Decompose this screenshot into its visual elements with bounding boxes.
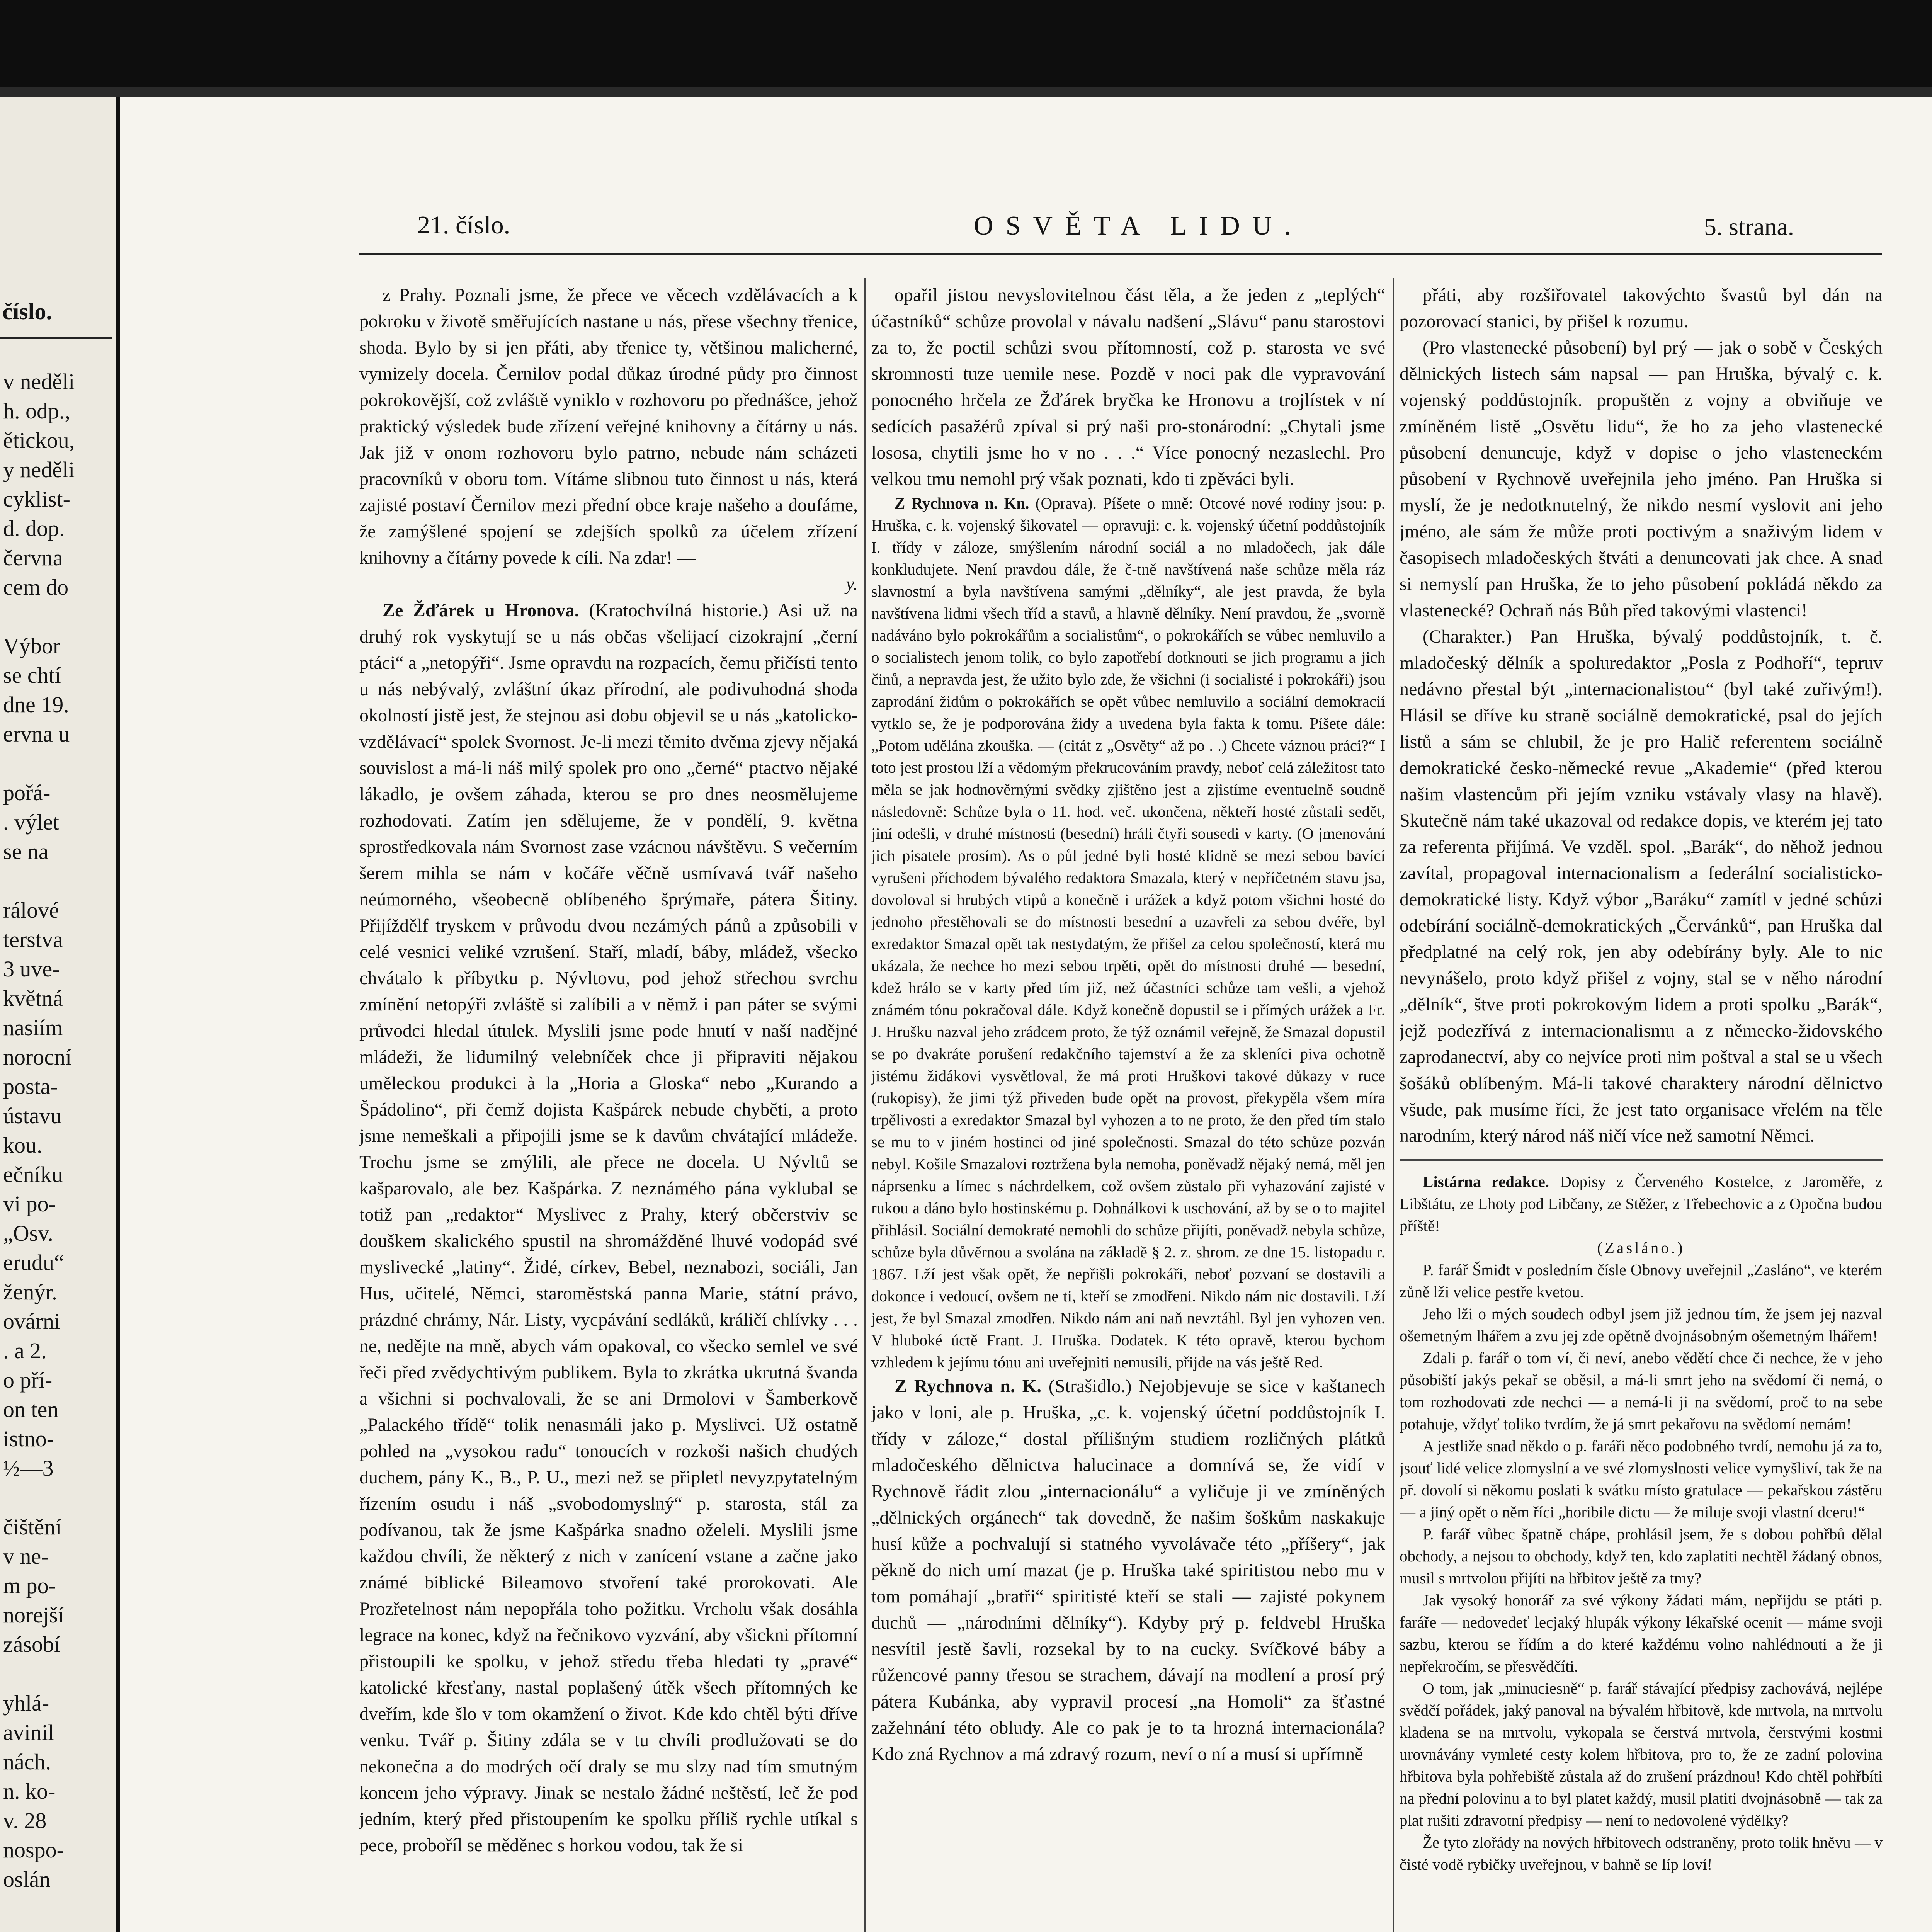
previous-page-line: čištění <box>3 1514 62 1539</box>
article-paragraph <box>1400 1589 1883 1677</box>
previous-page-line: erudu“ <box>3 1250 64 1275</box>
previous-page-line: v neděli <box>3 369 75 394</box>
previous-page-text-fragment <box>3 367 111 1932</box>
previous-page-line: června <box>3 545 63 570</box>
previous-page-line: zásobí <box>3 1632 61 1657</box>
article-paragraph: z Prahy. Poznali jsme, že přece ve věcech vzdělávacích a k pokroku v životě směřujících nastane u nás, přese všechny třenice, shoda. Bylo by si jen přáti, aby třenice ty, většinou malicherné, vymizely docela. Černilov podal důkaz úrodné půdy pro činnost pokrokovější, což zvláště vyniklo v rozhovoru po přednášce, jehož praktický výsledek bude zřízení veřejné knihovny a čítárny u nás. Jak již v onom rozhovoru bylo patrno, nebude nám scházeti pracovníků v oboru tom. Vítáme slibnou tuto činnost u nás, která zajisté postaví Černilov mezi přední obce kraje našeho a doufáme, že zamýšlené spojení se zdejších spolků za účelem zřízení knihovny a čítárny povede k cíli. Na zdar! — <box>359 285 858 568</box>
previous-page-line: . výlet <box>3 810 59 835</box>
previous-page-line: m po- <box>3 1573 56 1598</box>
article-column-2 <box>871 282 1385 1932</box>
previous-page-line: istno- <box>3 1426 54 1451</box>
previous-page-line <box>3 1483 111 1512</box>
article-with-heading <box>1400 1171 1883 1237</box>
previous-page-line <box>3 1923 111 1932</box>
previous-page-line: nách. <box>3 1749 51 1774</box>
previous-page-line: pořá- <box>3 780 51 805</box>
article-paragraph <box>1400 1303 1883 1347</box>
article-paragraph <box>1400 1259 1883 1303</box>
header-rule <box>359 253 1882 255</box>
article-body: Jeho lži o mých soudech odbyl jsem již jednou tím, že jsem jej nazval ošemetným lhářem a zvu jej zde opětně dvojnásobným ošemetným lhářem! <box>1400 1305 1883 1345</box>
article-heading: Z Rychnova n. Kn. <box>895 494 1029 512</box>
previous-page-line: d. dop. <box>3 516 65 541</box>
article-body: (Strašidlo.) Nejobjevuje se sice v kaštanech jako v loni, ale p. Hruška, „c. k. vojenský účetní poddůstojník I. třídy v záloze,“ dostal přílišným studiem rozličných plátků mladočeského dělnictva halucinace a domnívá se, že vidí v Rychnově řádit zlou „internacionálu“ a vyličuje ji ve zmíněných „dělnických orgánech“ tak dovedně, že našim šoškům naskakuje husí kůže a pochvalují si statného vyvolávače této „příšery“, jak pěkně do nich umí mazat (je p. Hruška také spiritistou nebo mu v tom pomáhají „bratři“ spiritisté kteří se stali — zajisté pokynem duchů — „národními dělníky“). Kdyby prý p. feldvebl Hruška nesvítil jestě šavli, rozsekal by to na cucky. Svíčkové báby a růžencové panny třesou se strachem, dávají na modlení a prosí prý pátera Kubánka, aby vypravil procesí „na Homoli“ za šťastné zažehnání této obludy. Ale co pak je to ta hrozná internacionála? Kdo zná Rychnov a má zdravý rozum, neví o ní a musí si upřímně <box>871 1376 1385 1764</box>
previous-page-line <box>3 749 111 778</box>
previous-page-line: v. 28 <box>3 1808 47 1833</box>
article-with-heading <box>359 597 858 1859</box>
previous-page-line: norejší <box>3 1602 64 1628</box>
previous-page-rule <box>0 337 112 339</box>
article-body: (Kratochvílná historie.) Asi už na druhý rok vyskytují se u nás občas všelijací cizokrajní „černí ptáci“ a „netopýři“. Jsme opravdu na rozpacích, čemu přičísti tento u nás nebývalý, zvláštní úkaz přírodní, ale podivuhodná shoda okolností jistě jest, že stejnou asi dobu objevil se u nás „katolicko-vzdělávací“ spolek Svornost. Je-li mezi těmito dvěma zjevy nějaká souvislost a má-li náš milý spolek pro ono „černé“ ptactvo nějaké lákadlo, je ovšem záhada, kterou se pro dnes neosmělujeme rozhodovati. Zatím jen sdělujeme, že v pondělí, 9. května sprostředkovala nám Svornost zase vzácnou návštěvu. S večerním šerem mihla se nám v kočáře věčně usmívavá tvář našeho neúmorného, všeobecně oblíbeného šprýmaře, pátera Šitiny. Přijíždělf tryskem v průvodu dvou nezámých pánů a způsobili v celé vesnici veliké vzrušení. Staří, mladí, báby, mládež, všecko chvátalo k příbytku p. Nývltovu, pod jehož střechou svrchu zmínění netopýři zvláště si zalíbili a v němž i pan páter se svými průvodci hledal útulek. Myslili jsme pode hnutí v naší nadějné mládeži, že lidumilný velebníček chce ji připraviti nějakou uměleckou produkci à la „Horia a Gloska“ nebo „Kurando a Špádolino“, při čemž dojista Kašpárek nebude chyběti, a proto jsme nemeškali a připojili jsme se k davům chvátající mládeže. Trochu jsme se zmýlili, ale přece ne docela. U Nývltů se kašparovalo, ale bez Kašpárka. Z neznámého pána vyklubal se totiž pan „redaktor“ Myslivec z Prahy, který občerstviv se douškem skalického spustil na shromážděné lhuvé vodopád své myslivecké „latiny“. Židé, církev, Bebel, neznabozi, sociáli, Jan Hus, učitelé, Němci, staroměstská panna Marie, státní právo, prázdné chrámy, Nár. Listy, vycpávání sedláků, králičí chlívky . . . ne, nedějte na mně, abych vám opakoval, co všecko semlel ve své řeči před zvědychtivým publikem. Byla to zkrátka ukrutná švanda a všichni si pochvalovali, že se ani Drmolovi v Šamberkově „Palackého třídě“ tolik nenasmáli jako p. Myslivci. Už ostatně pohled na „vysokou radu“ tonoucích v rozkoši našich chudých duchem, pány K., B., P. U., mezi než se připletl nevyzpytatelným řízením osudu i náš „svobodomyslný“ p. starosta, stál za podívanou, tak že jsme Kašpárka snadno oželeli. Myslili jsme každou chvíli, že některý z nich v zanícení vstane a začne jako známé biblické Bileamovo stvoření také prorokovati. Ale Prozřetelnost nám nepopřála toho požitku. Vrcholu však dosáhla legrace na konec, když na řečnikovo vyzvání, aby všickni přítomní přistoupili ke spolku, v jehož středu třeba hledati ty „pravé“ katolické křesťany, nastal poplašený útěk všech přítomných ke dveřím, kde šlo v tom okamžení o život. Kde kdo chtěl býti dříve venku. Tvář p. Šitiny zdála se v tu chvíli prodlužovati se do nekonečna a do modrých očí draly se mu slzy nad tím smutným koncem jeho výpravy. Jinak se nestalo žádné neštěstí, leč že pod jedním, který před přistoupením ke spolku příliš rychle utíkal s pece, proboříl se měděnec s horkou vodou, tak že si <box>359 600 858 1855</box>
previous-page-line: dne 19. <box>3 692 69 717</box>
page-number: 5. strana. <box>1704 213 1794 240</box>
article-body: P. farář Šmidt v posledním čísle Obnovy uveřejnil „Zasláno“, ve kterém zůně lži velice pestře kvetou. <box>1400 1261 1883 1301</box>
masthead-title: OSVĚTA LIDU. <box>974 211 1303 241</box>
article-paragraph: přáti, aby rozšiřovatel takovýchto švastů byl dán na pozorovací stanici, by přišel k rozumu. <box>1400 285 1883 332</box>
article-body: O tom, jak „minuciesně“ p. farář stávající předpisy zachovává, nejlépe svědčí pořádek, jaký panoval na bývalém hřbitově, kde mrtvola, na mrtvolu kladena se na mrtvolu, vykopala se čerstvá mrtvola, čerstvými kostmi urovnávány vymleté cesty kolem hřbitova, pro to, že ze zadní polovina hřbitova byla pohřebiště zůstala až do zrušení prázdnou! Kdo chtěl pohřbíti na přední polovinu a to byl platet každý, musil platiti dvojnásobně — tak za plat rušiti zdravotní předpisy — není to nedovolené výdělky? <box>1400 1679 1883 1829</box>
previous-page-line: Výbor <box>3 633 61 658</box>
article-paragraph <box>1400 1347 1883 1435</box>
article-paragraph: (Pro vlastenecké působení) byl prý — jak o sobě v Českých dělnických listech sám napsal — pan Hruška, bývalý c. k. vojenský poddůstojník. propuštěn z vojny a obviňuje ve zmíněném listě „Osvětu lidu“, že ho za jeho vlastenecké působení denuncuje, když v dopise o jeho vlasteneckém působení v Rychnově uveřejnila jeho jméno. Pan Hruška si myslí, že je nedotknutelný, že nikdo nesmí vyslovit ani jeho jméno, ale sám že může proti poctivým a snaživým lidem v časopisech mladočeských štváti a denuncovati jak chce. A snad si nemyslí pan Hruška, že to jeho působení pokládá někdo za vlastenecké? Ochraň nás Bůh před takovými vlastenci! <box>1400 337 1883 621</box>
column-divider-2 <box>1393 278 1394 1932</box>
previous-page-line: oslán <box>3 1867 51 1892</box>
previous-page-line: h. odp., <box>3 398 70 423</box>
previous-page-line: nasiím <box>3 1015 63 1040</box>
previous-page-line: ženýr. <box>3 1279 58 1304</box>
article-heading: Listárna redakce. <box>1423 1173 1549 1190</box>
previous-page-line <box>3 1659 111 1689</box>
article-paragraph: (Charakter.) Pan Hruška, bývalý poddůstojník, t. č. mladočeský dělník a spoluredaktor „Posla z Podhoří“, tepruv nedávno přestal být „internacionalistou“ (byl také zuřivým!). Hlásil se dříve ku straně sociálně demokratické, psal do jejích listů a sám se chlubil, že je pro Halič referentem sociálně demokratické česko-německé revue „Akademie“ (před kterou našim vlastencům při jejím vzniku vstávaly vlasy na hlavě). Skutečně nám také ukazoval od redakce dopis, ve kterém jej tato za referenta přijímá. Ve vzděl. spol. „Barák“, do něhož jednou zavítal, propagoval internacionalism a federální socialisticko-demokratické listy. Když výbor „Baráku“ zamítl v jedné schůzi odebírání sociálně-demokratických „Červánků“, pan Hruška dal předplatné na celý rok, jen aby odebírány byly. Ale to nic nevynášelo, proto když přišel z vojny, stal se v něho národní „dělník“, štve proti pokrokovým lidem a proti spolku „Barák“, jejž podezřívá z internacionalismu a z německo-židovského zaprodanectví, aby co nejvíce proti nim poštval a stal se u všech šošáků oblíbeným. Má-li takové charaktery národní dělnictvo všude, pak musíme říci, že jest tato organisace vřelém na těle narodním, který národ náš ničí více než samotní Němci. <box>1400 626 1883 1146</box>
previous-page-line: o pří- <box>3 1367 53 1393</box>
previous-page-line <box>3 866 111 896</box>
previous-page-line: ětickou, <box>3 428 75 453</box>
previous-page-line: n. ko- <box>3 1779 56 1804</box>
previous-page-line: . a 2. <box>3 1338 47 1363</box>
previous-page-line: yhlá- <box>3 1690 49 1716</box>
previous-page-line: ½—3 <box>3 1456 54 1481</box>
article-body: (Oprava). Píšete o mně: Otcové nové rodiny jsou: p. Hruška, c. k. vojenský šikovatel — opravuji: c. k. vojenský účetní poddůstojník I. třídy v záloze, smýšlením národní sociál a no mladočech, jak dále konkludujete. Není pravdou dále, že č-tně navštívená naše schůze měla ráz slavnostní a byla navštívena samými „dělníky“, ale jest pravda, že byla navštívena lidmi všech tříd a stavů, a hlavně dělníky. Není pravdou, že „svorně nadáváno bylo pokrokářům a socialistům“, o pokrokářích se vůbec nemluvilo a o socialistech jenom tolik, co bylo zapotřebí dotknouti se jich programu a jich činů, a nepravda jest, že užito bylo zde, že všichni (i socialisté i pokrokáři) jsou zaprodání židům o pokrokářích se opět vůbec nemluvilo a sociální demokracií vytklo se, že je podporována židy a uvedena byla fakta k tomu. Píšete dále: „Potom udělána zkouška. — (citát z „Osvěty“ až po . .) Chcete váznou práci?“ I toto jest prostou lží a vědomým překrucováním pravdy, neboť celá záležitost tato měla se jak hodnověrnými svědky zjištěno jest a zjistíme eventuelně soudně následovně: Schůze byla o 11. hod. več. ukončena, někteří hosté zůstali sedět, jiní odešli, v druhé místnosti (besední) hráli čtyři sousedi v karty. (O jmenování jich pisatele prosím). As o půl jedné byli hosté klidně se mezi sebou bavící vyrušeni příchodem bývalého redaktora Smazala, který v nepříčetném stavu jsa, dovoloval si hrubých vtipů a konečně i urážek a když potom všichni hosté do jednoho přestěhovali se do místnosti besední a uzavřeli za sebou dvéře, byl exredaktor Smazal opět tak nestydatým, že přišel za celou společností, která mu ukázala, že nechce ho mezi sebou trpěti, opět do místnosti druhé — besední, kdež hrálo se v karty před tím již, než účastníci schůze tam vešli, a vjehož známém tónu pokračoval dále. Když konečně dopustil se i přímých urážek a Fr. J. Hrušku nazval jeho zrádcem proto, že týž oznámil veřejně, že Smazal dopustil se po dvakráte porušení redakčního tajemství a že za skleníci piva ochotně jistému židákovi vysvětloval, že má proti Hruškovi takové důkazy v ruce (rukopisy), že jimi týž přiveden bude opět na provost, překypěla všem míra trpělivosti a exredaktor Smazal byl vyhozen a to ne proto, že den před tím stalo se mu to v jiném hostinci od jiné společnosti. Smazal do této schůze pozván nebyl. Košile Smazalovi roztržena byla nemoha, poněvadž nějaký nemá, měl jen náprsenku a límec s náchrdelkem, což ovšem zůstalo při vyhazování zajisté v rukou a dáno bylo hostinskému p. Dohnálkovi k uschování, až by se o to majitel přihlásil. Sociální demokraté nemohli do schůze přijíti, poněvadž nebyla schůze, schůze byla důvěrnou a svolána na základě § 2. z. shrom. ze dne 15. listopadu r. 1867. Lží jest však opět, že nepřišli pokrokáři, neboť pozvaní se dostavili a dokonce i vedoucí, ovšem ne ti, kteří se zmodřeni. Nikdo nám nic dostavili. Lží jest, že byl Smazal zmodřen. Nikdo nám ani naň nevztáhl. Byl jen vyhozen ven. V hluboké úctě Frant. J. Hruška. Dodatek. K této opravě, kterou bychom vzhledem k jejímu tónu ani uveřejniti nemusili, přijde na vás ještě Red. <box>871 494 1385 1371</box>
scan-top-band-edge <box>0 87 1932 97</box>
article-with-heading <box>871 492 1385 1373</box>
article-body: Že tyto zlořády na nových hřbitovech odstraněny, proto tolik hněvu — v čisté vodě rybičky uveřejnou, v bahně se líp loví! <box>1400 1833 1883 1873</box>
article-paragraph <box>1400 1523 1883 1589</box>
article-body: P. farář vůbec špatně chápe, prohlásil jsem, že s dobou pohřbů dělal obchody, a nejsou to obchody, když ten, kdo zaplatiti nechtěl žádaný obnos, musil s mrtvolou přijíti na hřbitov ještě za tmy? <box>1400 1525 1883 1587</box>
previous-page-line <box>3 602 111 631</box>
previous-page-line: ečníku <box>3 1162 63 1187</box>
previous-page-line: y neděli <box>3 457 75 482</box>
article-heading: Z Rychnova n. K. <box>895 1376 1042 1396</box>
previous-page-line: v ne- <box>3 1544 49 1569</box>
article-paragraph <box>1400 1832 1883 1876</box>
author-signature: y. <box>846 574 858 594</box>
previous-page-line: „Osv. <box>3 1221 53 1246</box>
previous-page-line: květná <box>3 986 63 1011</box>
section-rule <box>1400 1159 1883 1161</box>
binding-shadow <box>116 97 120 1932</box>
previous-page-line: posta- <box>3 1074 58 1099</box>
article-with-heading <box>871 1373 1385 1767</box>
previous-page-line: cem do <box>3 575 69 600</box>
scan-top-band <box>0 0 1932 97</box>
article-body: Jak vysoký honorář za své výkony žádati mám, nepřijdu se ptáti p. faráře — nedovedeť lecjaký hlupák výkony lékařské ocenit — máme svoji sazbu, kterou se řídím a do které každému volno nahlédnouti a že ji nepřekročím, se přesvědčíti. <box>1400 1591 1883 1675</box>
article-column-3 <box>1400 282 1883 1932</box>
previous-page-line: se na <box>3 839 49 864</box>
previous-page-line: rálové <box>3 898 59 923</box>
previous-page-line: nospo- <box>3 1837 64 1862</box>
article-paragraph <box>1400 1435 1883 1523</box>
previous-page-line: ústavu <box>3 1103 62 1128</box>
column-divider-1 <box>864 278 866 1932</box>
previous-page-line <box>3 1894 111 1923</box>
section-heading: (Zasláno.) <box>1597 1239 1685 1257</box>
previous-page-line: terstva <box>3 927 63 952</box>
previous-page-line: ervna u <box>3 721 70 747</box>
article-body: Zdali p. farář o tom ví, či neví, anebo vědětí chce či nechce, že v jeho působiští jakýs pekař se oběsil, a má-li smrt jeho na svědomí či nemá, o tom rozhodovati zde nechci — a nemá-li ji na svědomí, proč to na sebe potahuje, vždyť toliko tvrdím, že já smrt pekařovu na svědomí nemám! <box>1400 1349 1883 1433</box>
previous-page-line: on ten <box>3 1397 59 1422</box>
previous-page-line: ovárni <box>3 1309 61 1334</box>
previous-page-line: 3 uve- <box>3 956 60 981</box>
previous-page-line: cyklist- <box>3 486 70 512</box>
previous-page-line: avinil <box>3 1720 54 1745</box>
previous-page-gutter <box>0 97 116 1932</box>
article-paragraph: opařil jistou nevyslovitelnou část těla, a že jeden z „teplých“ účastníků“ schůze provolal v návalu nadšení „Slávu“ panu starostovi za to, že poctil schůzi svou přítomností, což p. starosta ve své skromnosti tuze uemile nese. Pozdě v noci pak dle vypravování ponocného hrčela ze Žďárek bryčka ke Hronovu a trojlístek v ní sedících pasažérů zpíval si prý naši pro-stonárodní: „Chytali jsme lososa, chytili jsme ho v no . . .“ Více ponocný nezaslechl. Pro velkou tmu nemohl prý však poznati, kdo ti zpěváci byli. <box>871 285 1385 489</box>
article-body: Dopisy z Červeného Kostelce, z Jaroměře, z Libštátu, ze Lhoty pod Libčany, ze Stěžer, z Třebechovic a z Opočna budou příště! <box>1400 1173 1883 1235</box>
previous-page-header: číslo. <box>2 299 52 324</box>
previous-page-line: vi po- <box>3 1191 56 1216</box>
previous-page-line: kou. <box>3 1133 43 1158</box>
article-column-1 <box>359 282 858 1932</box>
previous-page-line: norocní <box>3 1044 72 1070</box>
article-body: A jestliže snad někdo o p. faráři něco podobného tvrdí, nemohu já za to, jsouť lidé velice zlomyslní a ve své zlomyslnosti velice vymyšliví, tak že na př. dovolí si někomu poslati k svátku místo gratulace — pekařskou zástěru — a jiný opět o něm říci „horibile dictu — že miluje svoji vlastní dceru!“ <box>1400 1437 1883 1521</box>
previous-page-line: se chtí <box>3 663 61 688</box>
issue-number: 21. číslo. <box>417 211 510 239</box>
article-heading: Ze Žďárek u Hronova. <box>383 600 579 621</box>
article-paragraph <box>1400 1677 1883 1832</box>
